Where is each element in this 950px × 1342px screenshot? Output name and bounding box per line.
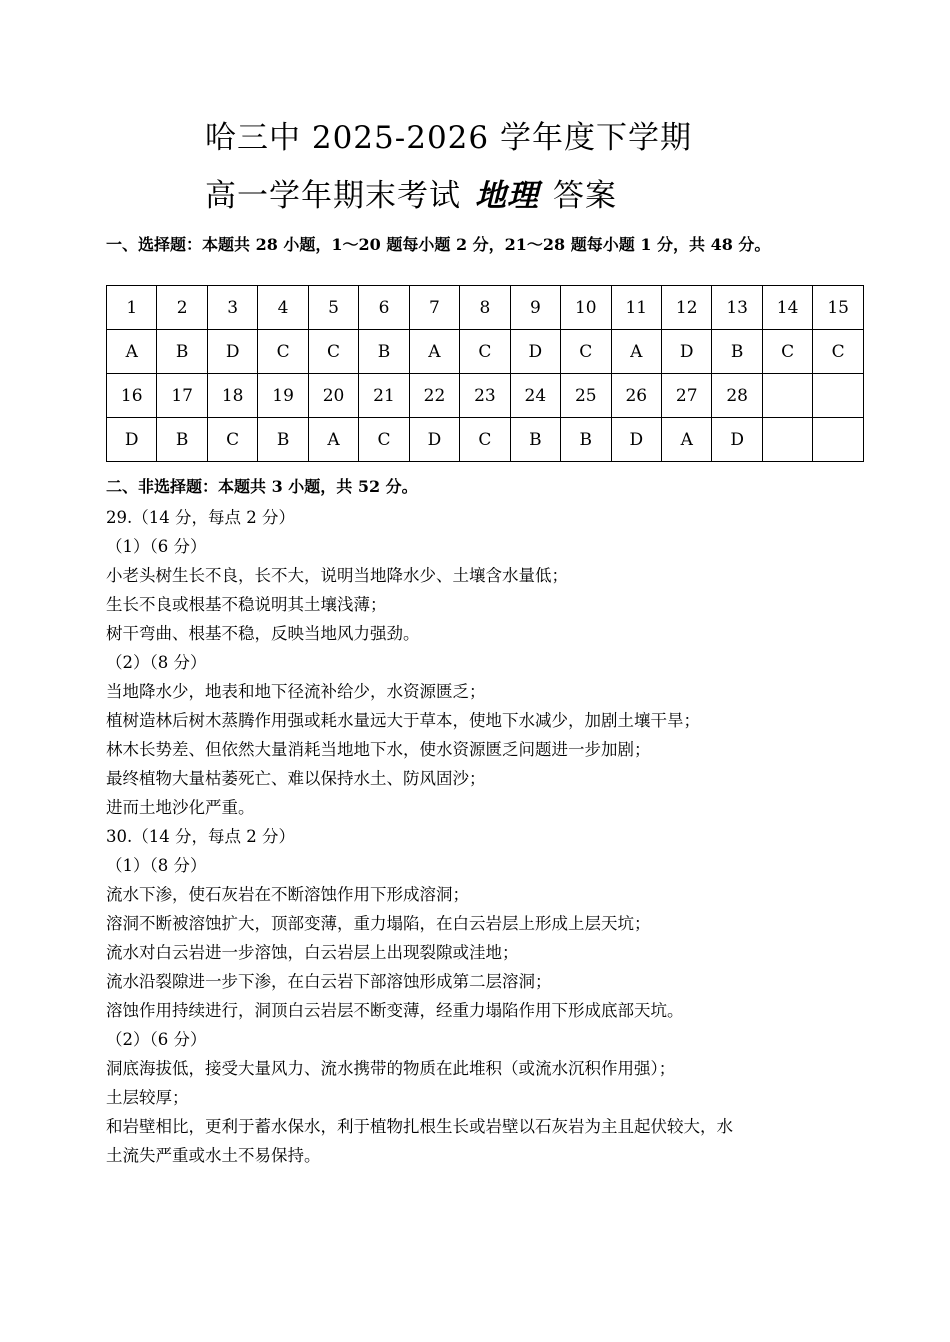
answer-line: 流水下渗，使石灰岩在不断溶蚀作用下形成溶洞； [106, 885, 469, 904]
answer-cell: D [661, 330, 711, 374]
answer-cell: D [510, 330, 560, 374]
section1-heading: 一、选择题：本题共 28 小题，1～20 题每小题 2 分，21～28 题每小题 1 分，共 48 分。 [106, 235, 771, 254]
question-number-cell: 1 [107, 286, 157, 330]
question-number-cell: 8 [460, 286, 510, 330]
answer-line: 林木长势差、但依然大量消耗当地地下水，使水资源匮乏问题进一步加剧； [106, 740, 651, 759]
question-number-cell: 28 [712, 374, 762, 418]
exam-title-prefix: 高一学年期末考试 [205, 178, 461, 214]
question-number-cell: 4 [258, 286, 308, 330]
question-number-cell: 12 [661, 286, 711, 330]
answer-line: （1）（8 分） [106, 856, 207, 875]
question-number-cell: 16 [107, 374, 157, 418]
answer-cell: A [308, 418, 358, 462]
answer-line: 最终植物大量枯萎死亡、难以保持水土、防风固沙； [106, 769, 486, 788]
answer-line: 小老头树生长不良，长不大，说明当地降水少、土壤含水量低； [106, 566, 568, 585]
question-number-cell: 20 [308, 374, 358, 418]
answer-cell [762, 418, 812, 462]
answer-line: 土流失严重或水土不易保持。 [106, 1146, 321, 1165]
answer-cell: C [308, 330, 358, 374]
question-number-cell: 27 [661, 374, 711, 418]
question-number-cell: 19 [258, 374, 308, 418]
question-number-cell: 24 [510, 374, 560, 418]
exam-title-line1: 哈三中 2025-2026 学年度下学期 [205, 120, 692, 156]
question-number-cell: 5 [308, 286, 358, 330]
answer-line: 进而土地沙化严重。 [106, 798, 255, 817]
question-number-cell: 25 [561, 374, 611, 418]
answer-cell: D [207, 330, 257, 374]
answer-cell [813, 418, 864, 462]
answer-line: 流水对白云岩进一步溶蚀，白云岩层上出现裂隙或洼地； [106, 943, 519, 962]
answer-line: 溶蚀作用持续进行，洞顶白云岩层不断变薄，经重力塌陷作用下形成底部天坑。 [106, 1001, 684, 1020]
question-number-cell: 13 [712, 286, 762, 330]
question-number-cell: 21 [359, 374, 409, 418]
question-number-cell: 9 [510, 286, 560, 330]
answer-line: 树干弯曲、根基不稳，反映当地风力强劲。 [106, 624, 420, 643]
answer-cell: C [762, 330, 812, 374]
question-number-cell: 11 [611, 286, 661, 330]
answer-line: 植树造林后树木蒸腾作用强或耗水量远大于草本，使地下水减少，加剧土壤干旱； [106, 711, 700, 730]
answer-row [107, 330, 864, 374]
answer-cell: D [611, 418, 661, 462]
answer-line: 溶洞不断被溶蚀扩大，顶部变薄，重力塌陷，在白云岩层上形成上层天坑； [106, 914, 651, 933]
question-number-cell: 26 [611, 374, 661, 418]
question-number-cell: 22 [409, 374, 459, 418]
exam-title-line2 [205, 170, 617, 215]
answer-cell: B [359, 330, 409, 374]
exam-title-suffix: 答案 [553, 178, 617, 214]
question-number-row [107, 286, 864, 330]
answer-cell: C [460, 330, 510, 374]
answer-line: 流水沿裂隙进一步下渗，在白云岩下部溶蚀形成第二层溶洞； [106, 972, 552, 991]
question-number-cell: 7 [409, 286, 459, 330]
answer-cell: B [712, 330, 762, 374]
answer-line: 29.（14 分，每点 2 分） [106, 508, 295, 527]
answer-line: 土层较厚； [106, 1088, 189, 1107]
question-number-cell: 15 [813, 286, 864, 330]
answer-line: （1）（6 分） [106, 537, 207, 556]
question-number-cell: 14 [762, 286, 812, 330]
answer-line: 30.（14 分，每点 2 分） [106, 827, 295, 846]
section2-heading: 二、非选择题：本题共 3 小题，共 52 分。 [106, 477, 418, 496]
answer-line: 洞底海拔低，接受大量风力、流水携带的物质在此堆积（或流水沉积作用强）； [106, 1059, 676, 1078]
answer-line: （2）（6 分） [106, 1030, 207, 1049]
answer-cell: C [813, 330, 864, 374]
question-number-cell [813, 374, 864, 418]
answer-cell: A [661, 418, 711, 462]
answer-line: 和岩壁相比，更利于蓄水保水，利于植物扎根生长或岩壁以石灰岩为主且起伏较大，水 [106, 1117, 733, 1136]
question-number-cell [762, 374, 812, 418]
answer-line: 生长不良或根基不稳说明其土壤浅薄； [106, 595, 387, 614]
answer-cell: D [712, 418, 762, 462]
answer-row [107, 418, 864, 462]
question-number-cell: 18 [207, 374, 257, 418]
answer-line: 当地降水少，地表和地下径流补给少，水资源匮乏； [106, 682, 486, 701]
answer-cell: D [107, 418, 157, 462]
answer-cell: A [107, 330, 157, 374]
answer-cell: B [510, 418, 560, 462]
question-number-row [107, 374, 864, 418]
question-number-cell: 17 [157, 374, 207, 418]
answer-explanations [106, 503, 846, 1170]
question-number-cell: 10 [561, 286, 611, 330]
question-number-cell: 3 [207, 286, 257, 330]
answer-cell: C [359, 418, 409, 462]
answer-line: （2）（8 分） [106, 653, 207, 672]
answer-cell: B [561, 418, 611, 462]
exam-subject: 地理 [475, 178, 539, 214]
answer-cell: C [561, 330, 611, 374]
question-number-cell: 6 [359, 286, 409, 330]
answer-cell: B [258, 418, 308, 462]
answer-cell: A [409, 330, 459, 374]
answer-cell: C [460, 418, 510, 462]
answer-cell: A [611, 330, 661, 374]
answer-cell: D [409, 418, 459, 462]
answer-cell: C [258, 330, 308, 374]
answer-cell: B [157, 418, 207, 462]
answer-cell: B [157, 330, 207, 374]
answer-cell: C [207, 418, 257, 462]
question-number-cell: 2 [157, 286, 207, 330]
answer-key-table [106, 285, 864, 462]
question-number-cell: 23 [460, 374, 510, 418]
